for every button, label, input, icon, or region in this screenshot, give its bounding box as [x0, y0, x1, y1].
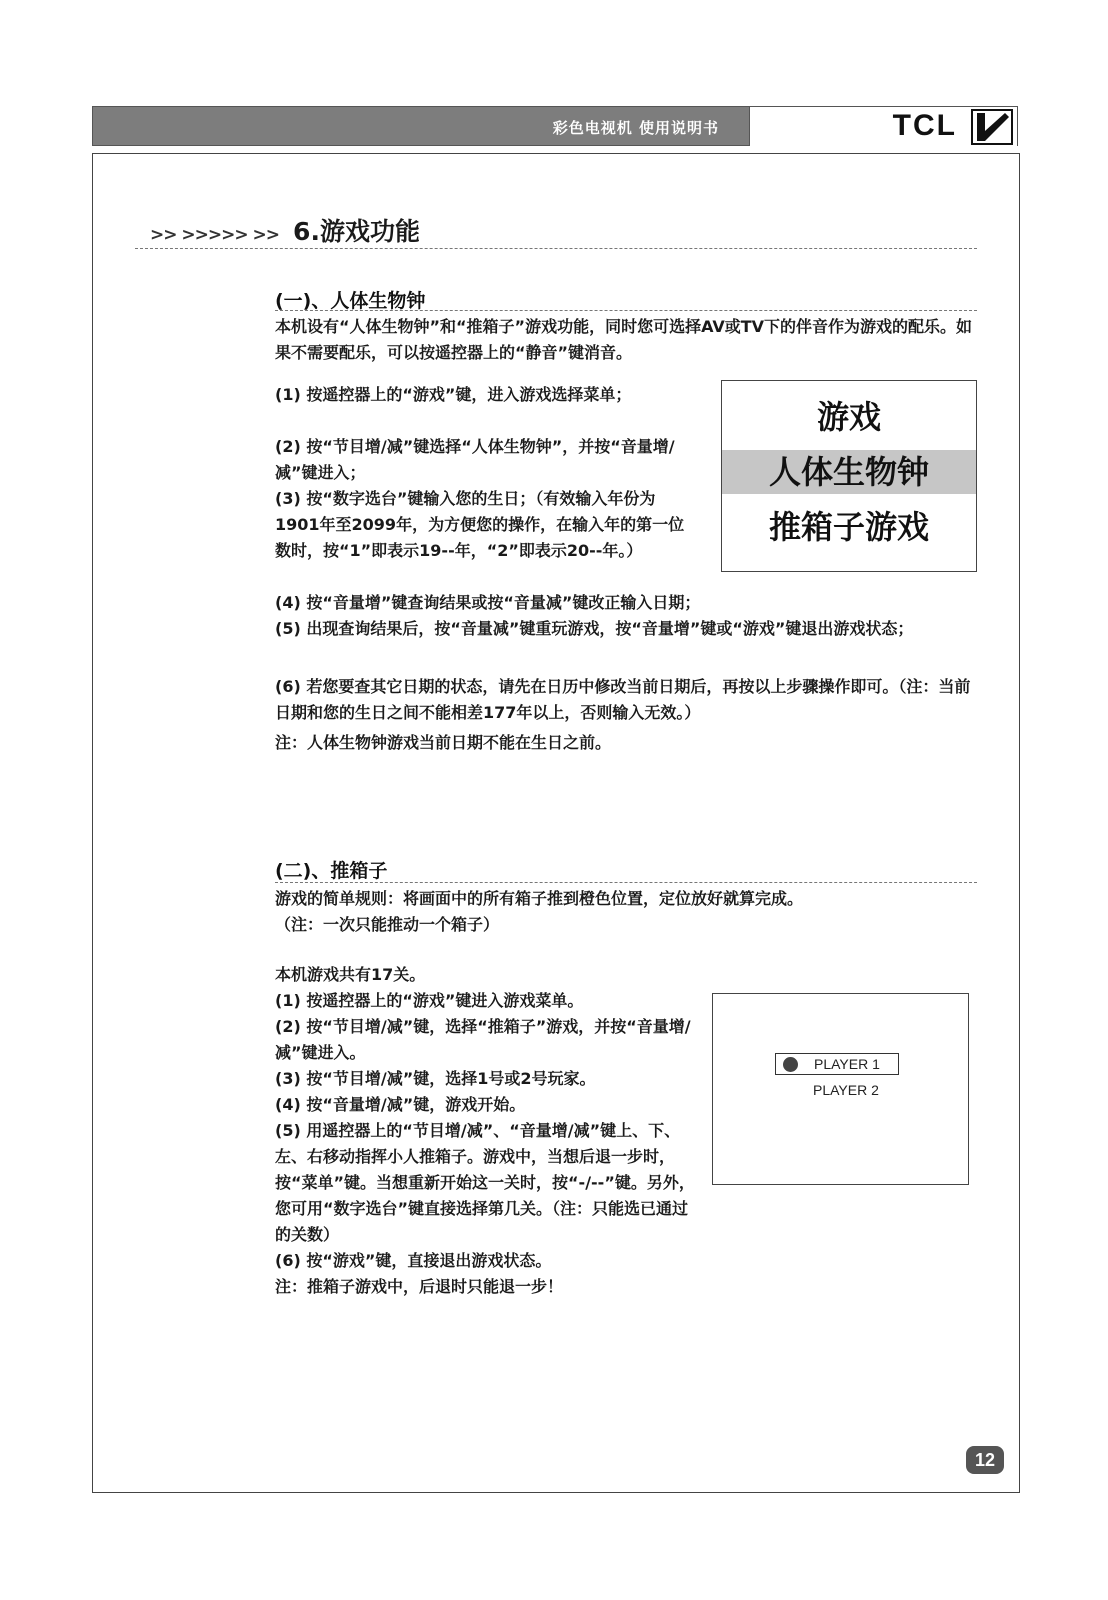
section-heading	[150, 212, 420, 248]
part2-step-1: (1) 按遥控器上的“游戏”键进入游戏菜单。	[275, 991, 584, 1010]
part1-step-4: (4) 按“音量增”键查询结果或按“音量减”键改正输入日期；	[275, 593, 701, 612]
part1-step-1: (1) 按遥控器上的“游戏”键，进入游戏选择菜单；	[275, 385, 632, 404]
menu-item-sokoban: 推箱子游戏	[768, 508, 929, 546]
page-number: 12	[966, 1446, 1004, 1474]
part1-step-3: (3) 按“数字选台”键输入您的生日；（有效输入年份为1901年至2099年，为方便您的操作，在输入年的第一位数时，按“1”即表示19--年，“2”即表示20--年。）	[275, 489, 685, 560]
brand-logo-icon	[971, 109, 1013, 145]
arrows-decoration: >> >>>>> >>	[150, 225, 280, 245]
header-bar	[92, 106, 750, 146]
player-2-label: PLAYER 2	[813, 1082, 879, 1098]
menu-item-biorhythm: 人体生物钟	[722, 450, 976, 494]
part1-title: (一)、人体生物钟	[275, 290, 426, 312]
part2-step-5: (5) 用遥控器上的“节目增/减”、“音量增/减”键上、下、左、右移动指挥小人推箱子。游戏中，当想后退一步时，按“菜单”键。当想重新开始这一关时，按“-/--”键。另外，您可用“数字选台”键直接选择第几关。（注：只能选已通过的关数）	[275, 1121, 695, 1244]
part2-step-4: (4) 按“音量增/减”键，游戏开始。	[275, 1095, 526, 1114]
part2-rules-note: （注：一次只能推动一个箱子）	[275, 915, 500, 934]
selection-dot-icon	[783, 1057, 798, 1072]
player-1-option	[775, 1053, 899, 1075]
part2-title: (二)、推箱子	[275, 860, 388, 882]
player-2-option	[775, 1080, 899, 1102]
section-title: 6.游戏功能	[293, 217, 420, 246]
brand-logo-text: TCL	[892, 109, 957, 142]
game-menu-illustration	[721, 380, 977, 572]
part2-step-3: (3) 按“节目增/减”键，选择1号或2号玩家。	[275, 1069, 596, 1088]
brand-area	[750, 106, 1018, 146]
part1-step-6: (6) 若您要查其它日期的状态，请先在日历中修改当前日期后，再按以上步骤操作即可。（注：当前日期和您的生日之间不能相差177年以上，否则输入无效。）	[275, 677, 971, 722]
section-divider	[135, 248, 977, 249]
player-1-label: PLAYER 1	[814, 1056, 880, 1072]
player-select-illustration	[712, 993, 969, 1185]
part1-step-5: (5) 出现查询结果后，按“音量减”键重玩游戏，按“音量增”键或“游戏”键退出游戏状态；	[275, 619, 914, 638]
part2-rules: 游戏的简单规则：将画面中的所有箱子推到橙色位置，定位放好就算完成。	[275, 889, 804, 908]
part1-divider	[275, 310, 977, 311]
part1-intro: 本机设有“人体生物钟”和“推箱子”游戏功能，同时您可选择AV或TV下的伴音作为游戏的配乐。如果不需要配乐，可以按遥控器上的“静音”键消音。	[275, 317, 973, 362]
part2-step-2: (2) 按“节目增/减”键，选择“推箱子”游戏，并按“音量增/减”键进入。	[275, 1017, 691, 1062]
part1-note: 注：人体生物钟游戏当前日期不能在生日之前。	[275, 733, 612, 752]
part2-levels: 本机游戏共有17关。	[275, 965, 426, 984]
part2-step-6: (6) 按“游戏”键，直接退出游戏状态。	[275, 1251, 552, 1270]
part1-step-2: (2) 按“节目增/减”键选择“人体生物钟”，并按“音量增/减”键进入；	[275, 437, 675, 482]
manual-title: 彩色电视机 使用说明书	[552, 119, 719, 137]
part2-divider	[275, 882, 977, 883]
menu-item-games: 游戏	[816, 398, 881, 436]
part2-note: 注：推箱子游戏中，后退时只能退一步！	[275, 1277, 564, 1296]
